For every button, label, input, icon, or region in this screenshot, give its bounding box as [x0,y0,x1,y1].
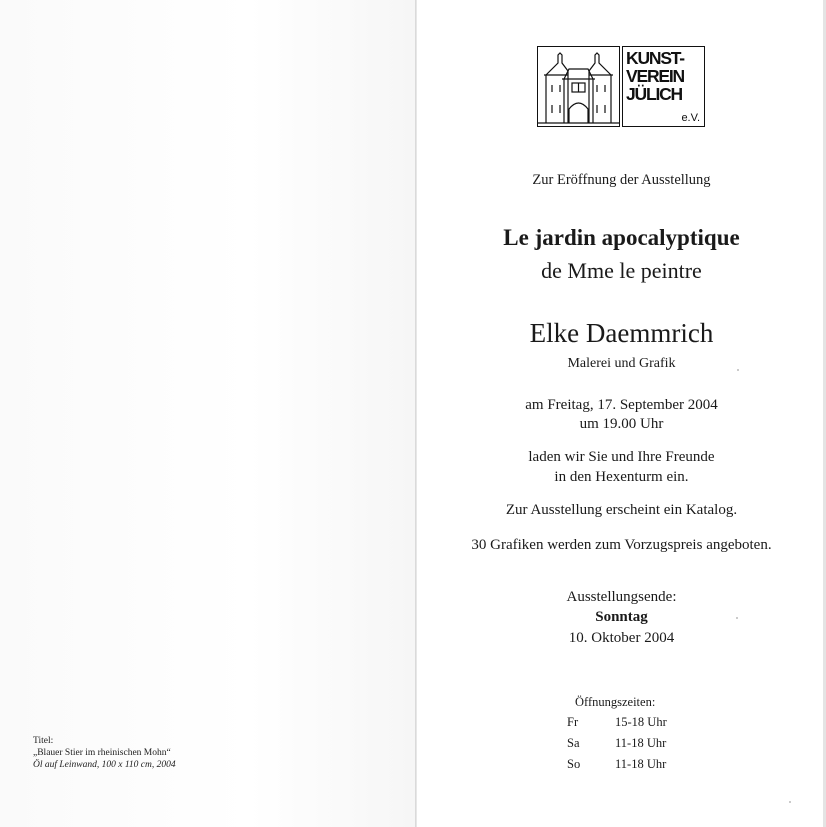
paper-speck [736,617,738,619]
end-day: Sonntag [595,609,648,625]
invitation-line-1: laden wir Sie und Ihre Freunde [528,449,715,465]
paper-speck [737,369,739,371]
hours-row [567,756,667,777]
logo-wordmark [622,46,705,127]
opening-hours-table [567,714,667,777]
logo-suffix: e.V. [681,112,700,124]
kunstverein-logo [537,46,705,127]
opening-hours-title: Öffnungszeiten: [575,695,656,709]
artist-name: Elke Daemmrich [529,318,714,348]
exhibition-subtitle: de Mme le peintre [541,258,702,283]
logo-word-verein: VEREIN [626,66,684,86]
tower-gate-icon [537,46,620,127]
hours-time: 11-18 Uhr [615,757,667,771]
invitation-line-2: in den Hexenturm ein. [554,469,689,485]
hours-day: Fr [567,715,579,729]
offer-note: 30 Grafiken werden zum Vorzugspreis angeboten. [471,537,772,553]
opening-time: um 19.00 Uhr [579,416,664,432]
hours-day: Sa [567,736,580,750]
caption-label: Titel: [33,736,54,746]
end-label: Ausstellungsende: [566,589,677,605]
artist-medium: Malerei und Grafik [567,356,676,371]
end-date: 10. Oktober 2004 [568,630,675,646]
caption-title: „Blauer Stier im rheinischen Mohn“ [33,748,171,758]
hours-row [567,735,667,756]
hours-time: 11-18 Uhr [615,736,667,750]
hours-day: So [567,757,581,771]
hours-time: 15-18 Uhr [615,715,667,729]
catalog-note: Zur Ausstellung erscheint ein Katalog. [505,502,738,518]
lead-line: Zur Eröffnung der Ausstellung [532,172,711,188]
caption-details: Öl auf Leinwand, 100 x 110 cm, 2004 [33,760,176,770]
paper-speck [789,801,791,803]
logo-word-juelich: JÜLICH [626,84,682,104]
hours-row [567,714,667,735]
exhibition-title: Le jardin apocalyptique [503,225,740,250]
logo-word-kunst: KUNST- [626,48,684,68]
artwork-caption [33,735,176,771]
opening-date: am Freitag, 17. September 2004 [525,397,718,413]
